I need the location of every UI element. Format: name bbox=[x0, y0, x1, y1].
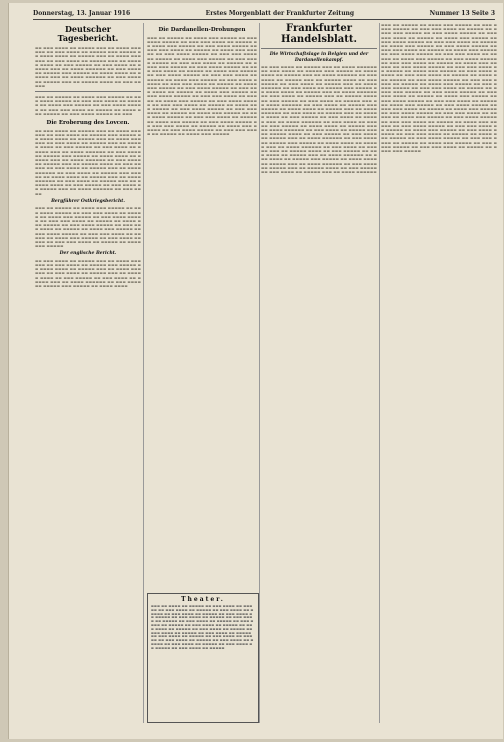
column1-subheading: Die Eroberung des Lovcen. bbox=[46, 120, 130, 127]
body-text: ▬▬ ▬▬▬ ▬▬▬▬ ▬▬ ▬▬▬▬▬ ▬▬▬ ▬▬ ▬▬▬▬ ▬▬▬▬▬▬ ▬▬ ▬▬▬ ▬▬▬▬ ▬▬ ▬▬▬▬▬ ▬▬▬ ▬▬▬▬▬ ▬▬ ▬▬▬▬ ▬▬▬▬ ▬▬ ▬▬▬▬▬ ▬▬▬ ▬▬ ▬▬▬▬ ▬▬▬▬▬▬ ▬▬ ▬▬▬ ▬▬▬▬ ▬▬ ▬▬▬▬▬ ▬▬▬ ▬▬ ▬▬▬▬▬ ▬▬▬▬ ▬▬ ▬▬▬ ▬▬▬▬▬ ▬▬ ▬▬▬ ▬▬▬▬ ▬▬ ▬▬▬▬▬ ▬▬▬ ▬▬ ▬▬▬▬ ▬▬▬▬▬▬ ▬▬ ▬▬▬ ▬▬▬▬ ▬▬ ▬▬▬▬▬ ▬▬▬ ▬▬▬▬▬ ▬▬ ▬▬▬▬ ▬▬▬▬ bbox=[35, 258, 141, 289]
header-edition: Erstes Morgenblatt der Frankfurter Zeitung bbox=[205, 9, 355, 17]
separator bbox=[261, 48, 377, 49]
body-text: ▬▬▬ ▬▬ ▬▬▬▬▬ ▬▬ ▬▬▬▬ ▬▬▬ ▬▬▬▬▬ ▬▬ ▬▬▬ ▬▬▬▬ ▬▬▬▬▬ ▬▬ ▬▬▬ ▬▬▬ ▬▬▬▬ ▬▬ ▬▬▬▬▬ ▬▬ ▬▬▬▬ ▬▬▬ ▬▬▬▬▬ ▬▬ ▬▬▬ ▬▬▬▬ ▬▬▬▬▬ ▬▬ ▬▬▬ ▬▬▬ ▬▬▬▬ ▬▬ ▬▬▬▬▬ ▬▬ ▬▬▬▬ ▬▬▬ ▬▬▬▬▬ ▬▬ ▬▬▬ ▬▬▬▬ ▬▬▬▬▬ ▬▬ ▬▬▬ bbox=[35, 95, 141, 116]
column-divider bbox=[379, 23, 380, 723]
newspaper-page bbox=[8, 3, 503, 739]
column-1 bbox=[35, 23, 141, 723]
body-text: ▬▬ ▬▬▬ ▬▬▬▬ ▬▬ ▬▬▬▬▬ ▬▬▬ ▬▬ ▬▬▬▬ ▬▬▬▬▬▬ ▬▬ ▬▬▬ ▬▬▬▬ ▬▬ ▬▬▬▬▬ ▬▬▬ ▬▬▬▬▬ ▬▬ ▬▬▬▬ ▬▬▬▬ ▬▬ ▬▬▬▬▬ ▬▬▬ ▬▬ ▬▬▬▬ ▬▬▬▬▬▬ ▬▬ ▬▬▬ ▬▬▬▬ ▬▬ ▬▬▬▬▬ ▬▬▬ ▬▬ ▬▬▬▬▬ ▬▬▬▬ ▬▬ ▬▬▬ ▬▬▬▬▬ ▬▬ ▬▬▬ ▬▬▬▬ ▬▬ ▬▬▬▬▬ ▬▬▬ ▬▬ ▬▬▬▬ ▬▬▬▬▬▬ ▬▬ ▬▬▬ ▬▬▬▬ ▬▬ ▬▬▬▬▬ ▬▬▬ ▬▬▬▬▬ ▬▬ ▬▬▬▬ ▬▬▬▬ ▬▬ ▬▬▬▬▬ ▬▬▬ ▬▬ ▬▬▬▬ ▬▬▬▬▬▬ ▬▬ ▬▬▬ ▬▬▬▬ ▬▬ ▬▬▬▬▬ ▬▬▬ ▬▬ ▬▬▬▬▬ ▬▬▬▬ ▬▬ ▬▬▬ ▬▬▬▬▬ ▬▬ ▬▬▬ ▬▬▬▬ ▬▬ ▬▬▬▬▬ ▬▬▬ ▬▬ ▬▬▬▬ ▬▬▬▬▬▬ ▬▬ ▬▬▬ ▬▬▬▬ ▬▬ ▬▬▬▬▬ ▬▬▬ ▬▬▬▬▬ ▬▬ ▬▬▬▬ ▬▬▬▬ ▬▬ ▬▬▬▬▬ ▬▬▬ ▬▬ ▬▬▬▬ ▬▬▬▬▬▬ ▬▬ ▬▬▬ ▬▬▬▬ ▬▬ ▬▬▬▬▬ ▬▬▬ ▬▬ ▬▬▬▬▬ ▬▬▬▬ ▬▬ ▬▬▬ ▬▬▬▬▬ ▬▬ ▬▬▬ ▬▬▬▬ ▬▬ ▬▬▬▬▬ ▬▬▬ ▬▬ ▬▬▬▬ ▬▬▬▬▬▬ ▬▬ ▬▬▬ ▬▬▬▬ ▬▬ ▬▬▬▬▬ ▬▬▬ ▬▬▬▬▬ ▬▬ ▬▬▬▬ ▬▬▬▬ ▬▬ ▬▬▬▬▬ ▬▬▬ ▬▬ ▬▬▬▬ ▬▬▬▬▬▬ ▬▬ ▬▬▬ ▬▬▬▬ ▬▬ ▬▬▬▬▬ ▬▬▬ ▬▬ ▬▬▬▬▬ ▬▬▬▬ ▬▬ ▬▬▬ ▬▬▬▬▬ ▬▬ ▬▬▬ ▬▬▬▬ ▬▬ ▬▬▬▬▬ ▬▬▬ ▬▬ ▬▬▬▬ ▬▬▬▬▬▬ ▬▬ ▬▬▬ ▬▬▬▬ ▬▬ ▬▬▬▬▬ ▬▬▬ ▬▬▬▬▬ ▬▬ ▬▬▬▬ ▬▬▬▬ ▬▬ ▬▬▬▬▬ ▬▬▬ ▬▬ ▬▬▬▬ ▬▬▬▬▬▬ ▬▬ ▬▬▬ ▬▬▬▬ ▬▬ ▬▬▬▬▬ ▬▬▬ ▬▬ ▬▬▬▬▬ ▬▬▬▬ ▬▬ ▬▬▬ ▬▬▬▬▬ ▬▬ ▬▬▬ ▬▬▬▬ ▬▬ ▬▬▬▬▬ ▬▬▬ ▬▬ ▬▬▬▬ ▬▬▬▬▬▬ ▬▬ ▬▬▬ ▬▬▬▬ ▬▬ ▬▬▬▬▬ ▬▬▬ ▬▬▬▬▬ ▬▬ ▬▬▬▬ ▬▬▬▬ ▬▬ ▬▬▬▬▬ ▬▬▬ ▬▬ ▬▬▬▬ ▬▬▬▬▬▬ ▬▬ ▬▬▬ ▬▬▬▬ ▬▬ ▬▬▬▬▬ ▬▬▬ ▬▬ ▬▬▬▬▬ ▬▬▬▬ ▬▬ ▬▬▬ ▬▬▬▬▬ ▬▬ ▬▬▬ ▬▬▬▬ ▬▬ ▬▬▬▬▬ ▬▬▬ ▬▬ ▬▬▬▬ ▬▬▬▬▬▬ bbox=[261, 65, 377, 175]
theater-title: Theater. bbox=[181, 596, 225, 603]
column1-subheading: Bergführer Ostkriegsbericht. bbox=[51, 198, 125, 204]
body-text: ▬▬▬ ▬▬ ▬▬▬▬▬ ▬▬ ▬▬▬▬ ▬▬▬ ▬▬▬▬▬ ▬▬ ▬▬▬ ▬▬▬▬ ▬▬▬▬▬ ▬▬ ▬▬▬ ▬▬▬ ▬▬▬▬ ▬▬ ▬▬▬▬▬ ▬▬ ▬▬▬▬ ▬▬▬ ▬▬▬▬▬ ▬▬ ▬▬▬ ▬▬▬▬ ▬▬▬▬▬ ▬▬ ▬▬▬ ▬▬▬ ▬▬▬▬ ▬▬ ▬▬▬▬▬ ▬▬ ▬▬▬▬ ▬▬▬ ▬▬▬▬▬ ▬▬ ▬▬▬ ▬▬▬▬ ▬▬▬▬▬ ▬▬ ▬▬▬ ▬▬▬ ▬▬▬▬ ▬▬ ▬▬▬▬▬ ▬▬ ▬▬▬▬ ▬▬▬ ▬▬▬▬▬ ▬▬ ▬▬▬ ▬▬▬▬ ▬▬▬▬▬ ▬▬ ▬▬▬ ▬▬▬ ▬▬▬▬ ▬▬ ▬▬▬▬▬ ▬▬ ▬▬▬▬ ▬▬▬ ▬▬▬▬▬ ▬▬ ▬▬▬ ▬▬▬▬ ▬▬▬▬▬ ▬▬ ▬▬▬ ▬▬▬ ▬▬▬▬ ▬▬ ▬▬▬▬▬ ▬▬ ▬▬▬▬ ▬▬▬ ▬▬▬▬▬ ▬▬ ▬▬▬ ▬▬▬▬ ▬▬▬▬▬ ▬▬ ▬▬▬ ▬▬▬ ▬▬▬▬ ▬▬ ▬▬▬▬▬ ▬▬ ▬▬▬▬ ▬▬▬ ▬▬▬▬▬ ▬▬ ▬▬▬ ▬▬▬▬ ▬▬▬▬▬ ▬▬ ▬▬▬ ▬▬▬ ▬▬▬▬ ▬▬ ▬▬▬▬▬ ▬▬ ▬▬▬▬ ▬▬▬ ▬▬▬▬▬ ▬▬ ▬▬▬ ▬▬▬▬ ▬▬▬▬▬ ▬▬ ▬▬▬ ▬▬▬ ▬▬▬▬ ▬▬ ▬▬▬▬▬ ▬▬ ▬▬▬▬ ▬▬▬ ▬▬▬▬▬ ▬▬ ▬▬▬ ▬▬▬▬ ▬▬▬▬▬ ▬▬ ▬▬▬ ▬▬▬ ▬▬▬▬ ▬▬ ▬▬▬▬▬ ▬▬ ▬▬▬▬ ▬▬▬ ▬▬▬▬▬ ▬▬ ▬▬▬ ▬▬▬▬ ▬▬▬▬▬ ▬▬ ▬▬▬ ▬▬▬ ▬▬▬▬ ▬▬ ▬▬▬▬▬ ▬▬ ▬▬▬▬ ▬▬▬ ▬▬▬▬▬ ▬▬ ▬▬▬ ▬▬▬▬ ▬▬▬▬▬ ▬▬ ▬▬▬ ▬▬▬ ▬▬▬▬ ▬▬ ▬▬▬▬▬ ▬▬ ▬▬▬▬ ▬▬▬ ▬▬▬▬▬ ▬▬ ▬▬▬ ▬▬▬▬ ▬▬▬▬▬ ▬▬ ▬▬▬ ▬▬▬ ▬▬▬▬ ▬▬ ▬▬▬▬▬ ▬▬ ▬▬▬▬ ▬▬▬ ▬▬▬▬▬ ▬▬ ▬▬▬ ▬▬▬▬ ▬▬▬▬▬ ▬▬ ▬▬▬ ▬▬▬ ▬▬▬▬ ▬▬ ▬▬▬▬▬ ▬▬ ▬▬▬▬ ▬▬▬ ▬▬▬▬▬ ▬▬ ▬▬▬ ▬▬▬▬ ▬▬▬▬▬ ▬▬ ▬▬▬ ▬▬▬ ▬▬▬▬ ▬▬ ▬▬▬▬▬ ▬▬ ▬▬▬▬ ▬▬▬ ▬▬▬▬▬ ▬▬ ▬▬▬ ▬▬▬▬ ▬▬▬▬▬ ▬▬ ▬▬▬ ▬▬▬ ▬▬▬▬ ▬▬ ▬▬▬▬▬ ▬▬ ▬▬▬▬ ▬▬▬ ▬▬▬▬▬ ▬▬ ▬▬▬ ▬▬▬▬ ▬▬▬▬▬ ▬▬ ▬▬▬ ▬▬▬ ▬▬▬▬ ▬▬ ▬▬▬▬▬ ▬▬ ▬▬▬▬ ▬▬▬ ▬▬▬▬▬ ▬▬ ▬▬▬ ▬▬▬▬ ▬▬▬▬▬ ▬▬ ▬▬▬ ▬▬▬ ▬▬▬▬ ▬▬ ▬▬▬▬▬ ▬▬ ▬▬▬▬ ▬▬▬ ▬▬▬▬▬ ▬▬ ▬▬▬ ▬▬▬▬ ▬▬▬▬▬ ▬▬ ▬▬▬ ▬▬▬ ▬▬▬▬ ▬▬ ▬▬▬▬▬ ▬▬ ▬▬▬▬ ▬▬▬ ▬▬▬▬▬ ▬▬ ▬▬▬ ▬▬▬▬ ▬▬▬▬▬ ▬▬ ▬▬▬ ▬▬▬ ▬▬▬▬ ▬▬ ▬▬▬▬▬ ▬▬ ▬▬▬▬ ▬▬▬ ▬▬▬▬▬ bbox=[381, 23, 497, 154]
theater-listing-box bbox=[147, 593, 259, 723]
column3-subheading: Die Wirtschaftslage in Belgien und der Dardanellenkampf. bbox=[269, 52, 369, 63]
column-4 bbox=[381, 23, 497, 723]
body-text: ▬▬ ▬▬▬ ▬▬▬▬ ▬▬ ▬▬▬▬▬ ▬▬▬ ▬▬ ▬▬▬▬ ▬▬▬▬▬▬ ▬▬ ▬▬▬ ▬▬▬▬ ▬▬ ▬▬▬▬▬ ▬▬▬ ▬▬▬▬▬ ▬▬ ▬▬▬▬ ▬▬▬▬ ▬▬ ▬▬▬▬▬ ▬▬▬ ▬▬ ▬▬▬▬ ▬▬▬▬▬▬ ▬▬ ▬▬▬ ▬▬▬▬ ▬▬ ▬▬▬▬▬ ▬▬▬ ▬▬ ▬▬▬▬▬ ▬▬▬▬ ▬▬ ▬▬▬ ▬▬▬▬▬ ▬▬ ▬▬▬ ▬▬▬▬ ▬▬ ▬▬▬▬▬ ▬▬▬ ▬▬ ▬▬▬▬ ▬▬▬▬▬▬ ▬▬ ▬▬▬ ▬▬▬▬ ▬▬ ▬▬▬▬▬ ▬▬▬ ▬▬▬▬▬ ▬▬ ▬▬▬▬ ▬▬▬▬ ▬▬ ▬▬▬▬▬ ▬▬▬ ▬▬ ▬▬▬▬ ▬▬▬▬▬▬ ▬▬ ▬▬▬ ▬▬▬▬ ▬▬ ▬▬▬▬▬ ▬▬▬ ▬▬ ▬▬▬▬▬ ▬▬▬▬ ▬▬ ▬▬▬ ▬▬▬▬▬ bbox=[35, 46, 141, 88]
column2-headline: Die Dardanellen-Drohungen bbox=[158, 27, 246, 33]
body-text: ▬▬▬ ▬▬ ▬▬▬▬▬ ▬▬ ▬▬▬▬ ▬▬▬ ▬▬▬▬▬ ▬▬ ▬▬▬ ▬▬▬▬ ▬▬▬▬▬ ▬▬ ▬▬▬ ▬▬▬ ▬▬▬▬ ▬▬ ▬▬▬▬▬ ▬▬ ▬▬▬▬ ▬▬▬ ▬▬▬▬▬ ▬▬ ▬▬▬ ▬▬▬▬ ▬▬▬▬▬ ▬▬ ▬▬▬ ▬▬▬ ▬▬▬▬ ▬▬ ▬▬▬▬▬ ▬▬ ▬▬▬▬ ▬▬▬ ▬▬▬▬▬ ▬▬ ▬▬▬ ▬▬▬▬ ▬▬▬▬▬ ▬▬ ▬▬▬ ▬▬▬ ▬▬▬▬ ▬▬ ▬▬▬▬▬ ▬▬ ▬▬▬▬ ▬▬▬ ▬▬▬▬▬ ▬▬ ▬▬▬ ▬▬▬▬ ▬▬▬▬▬ ▬▬ ▬▬▬ ▬▬▬ ▬▬▬▬ ▬▬ ▬▬▬▬▬ ▬▬ ▬▬▬▬ ▬▬▬ ▬▬▬▬▬ ▬▬ ▬▬▬ ▬▬▬▬ ▬▬▬▬▬ ▬▬ ▬▬▬ ▬▬▬ ▬▬▬▬ ▬▬ ▬▬▬▬▬ ▬▬ ▬▬▬▬ ▬▬▬ ▬▬▬▬▬ ▬▬ ▬▬▬ ▬▬▬▬ ▬▬▬▬▬ ▬▬ ▬▬▬ ▬▬▬ ▬▬▬▬ ▬▬ ▬▬▬▬▬ ▬▬ ▬▬▬▬ ▬▬▬ ▬▬▬▬▬ ▬▬ ▬▬▬ ▬▬▬▬ ▬▬▬▬▬ ▬▬ ▬▬▬ ▬▬▬ ▬▬▬▬ ▬▬ ▬▬▬▬▬ ▬▬ ▬▬▬▬ ▬▬▬ ▬▬▬▬▬ ▬▬ ▬▬▬ ▬▬▬▬ ▬▬▬▬▬ ▬▬ ▬▬▬ ▬▬▬ ▬▬▬▬ ▬▬ ▬▬▬▬▬ ▬▬ ▬▬▬▬ ▬▬▬ ▬▬▬▬▬ ▬▬ ▬▬▬ ▬▬▬▬ ▬▬▬▬▬ ▬▬ ▬▬▬ ▬▬▬ ▬▬▬▬ ▬▬ ▬▬▬▬▬ ▬▬ ▬▬▬▬ ▬▬▬ ▬▬▬▬▬ ▬▬ ▬▬▬ ▬▬▬▬ ▬▬▬▬▬ ▬▬ ▬▬▬ ▬▬▬ ▬▬▬▬ ▬▬ ▬▬▬▬▬ ▬▬ ▬▬▬▬ ▬▬▬ ▬▬▬▬▬ ▬▬ ▬▬▬ ▬▬▬▬ ▬▬▬▬▬ ▬▬ ▬▬▬ ▬▬▬ ▬▬▬▬ ▬▬ ▬▬▬▬▬ ▬▬ ▬▬▬▬ ▬▬▬ ▬▬▬▬▬ ▬▬ ▬▬▬ ▬▬▬▬ ▬▬▬▬▬ ▬▬ ▬▬▬ ▬▬▬ ▬▬▬▬ ▬▬ ▬▬▬▬▬ ▬▬ ▬▬▬▬ ▬▬▬ ▬▬▬▬▬ ▬▬ ▬▬▬ ▬▬▬▬ ▬▬▬▬▬ ▬▬ ▬▬▬ ▬▬▬ ▬▬▬▬ ▬▬ ▬▬▬▬▬ ▬▬ ▬▬▬▬ ▬▬▬ ▬▬▬▬▬ ▬▬ ▬▬▬ ▬▬▬▬ ▬▬▬▬▬ ▬▬ ▬▬▬ ▬▬▬ ▬▬▬▬ ▬▬ ▬▬▬▬▬ ▬▬ ▬▬▬▬ ▬▬▬ ▬▬▬▬▬ bbox=[147, 35, 257, 137]
header-page-number: Nummer 13 Seite 3 bbox=[429, 9, 495, 17]
column1-subheading: Der englische Bericht. bbox=[59, 251, 117, 257]
column-divider bbox=[259, 23, 260, 723]
body-text: ▬▬▬ ▬▬ ▬▬▬▬▬ ▬▬ ▬▬▬▬ ▬▬▬ ▬▬▬▬▬ ▬▬ ▬▬▬ ▬▬▬▬ ▬▬▬▬▬ ▬▬ ▬▬▬ ▬▬▬ ▬▬▬▬ ▬▬ ▬▬▬▬▬ ▬▬ ▬▬▬▬ ▬▬▬ ▬▬▬▬▬ ▬▬ ▬▬▬ ▬▬▬▬ ▬▬▬▬▬ ▬▬ ▬▬▬ ▬▬▬ ▬▬▬▬ ▬▬ ▬▬▬▬▬ ▬▬ ▬▬▬▬ ▬▬▬ ▬▬▬▬▬ ▬▬ ▬▬▬ ▬▬▬▬ ▬▬▬▬▬ ▬▬ ▬▬▬ ▬▬▬ ▬▬▬▬ ▬▬ ▬▬▬▬▬ ▬▬ ▬▬▬▬ ▬▬▬ ▬▬▬▬▬ ▬▬ ▬▬▬ ▬▬▬▬ ▬▬▬▬▬ ▬▬ ▬▬▬ ▬▬▬ ▬▬▬▬ ▬▬ ▬▬▬▬▬ ▬▬ ▬▬▬▬ ▬▬▬ ▬▬▬▬▬ ▬▬ ▬▬▬ ▬▬▬▬ ▬▬▬▬▬ ▬▬ ▬▬▬ ▬▬▬ ▬▬▬▬ ▬▬ ▬▬▬▬▬ ▬▬ ▬▬▬▬ ▬▬▬ ▬▬▬▬▬ bbox=[35, 206, 141, 249]
body-text: ▬▬ ▬▬▬ ▬▬▬▬ ▬▬ ▬▬▬▬▬ ▬▬▬ ▬▬ ▬▬▬▬ ▬▬▬▬▬▬ ▬▬ ▬▬▬ ▬▬▬▬ ▬▬ ▬▬▬▬▬ ▬▬▬ ▬▬▬▬▬ ▬▬ ▬▬▬▬ ▬▬▬▬ ▬▬ ▬▬▬▬▬ ▬▬▬ ▬▬ ▬▬▬▬ ▬▬▬▬▬▬ ▬▬ ▬▬▬ ▬▬▬▬ ▬▬ ▬▬▬▬▬ ▬▬▬ ▬▬ ▬▬▬▬▬ ▬▬▬▬ ▬▬ ▬▬▬ ▬▬▬▬▬ ▬▬ ▬▬▬ ▬▬▬▬ ▬▬ ▬▬▬▬▬ ▬▬▬ ▬▬ ▬▬▬▬ ▬▬▬▬▬▬ ▬▬ ▬▬▬ ▬▬▬▬ ▬▬ ▬▬▬▬▬ ▬▬▬ ▬▬▬▬▬ ▬▬ ▬▬▬▬ ▬▬▬▬ ▬▬ ▬▬▬▬▬ ▬▬▬ ▬▬ ▬▬▬▬ ▬▬▬▬▬▬ ▬▬ ▬▬▬ ▬▬▬▬ ▬▬ ▬▬▬▬▬ ▬▬▬ ▬▬ ▬▬▬▬▬ ▬▬▬▬ ▬▬ ▬▬▬ ▬▬▬▬▬ ▬▬ ▬▬▬ ▬▬▬▬ ▬▬ ▬▬▬▬▬ ▬▬▬ ▬▬ ▬▬▬▬ ▬▬▬▬▬▬ ▬▬ ▬▬▬ ▬▬▬▬ ▬▬ ▬▬▬▬▬ ▬▬▬ ▬▬▬▬▬ ▬▬ ▬▬▬▬ ▬▬▬▬ ▬▬ ▬▬▬▬▬ ▬▬▬ ▬▬ ▬▬▬▬ ▬▬▬▬▬▬ ▬▬ ▬▬▬ ▬▬▬▬ ▬▬ ▬▬▬▬▬ ▬▬▬ ▬▬ ▬▬▬▬▬ ▬▬▬▬ ▬▬ ▬▬▬ ▬▬▬▬▬ ▬▬ ▬▬▬ ▬▬▬▬ ▬▬ ▬▬▬▬▬ ▬▬▬ ▬▬ ▬▬▬▬ ▬▬▬▬▬▬ ▬▬ ▬▬▬ ▬▬▬▬ bbox=[35, 128, 141, 196]
theater-rows: ▬▬▬ ▬▬ ▬▬▬▬ ▬▬ ▬▬▬▬▬ ▬▬ ▬▬▬ ▬▬▬▬ ▬▬ ▬▬▬▬▬ ▬▬ ▬▬▬ ▬▬▬▬ ▬▬ ▬▬▬▬▬ ▬▬ ▬▬▬ ▬▬▬▬ ▬▬ ▬▬▬▬▬ ▬▬ ▬▬▬ ▬▬▬▬ ▬▬ ▬▬▬▬▬ ▬▬ ▬▬▬ ▬▬▬▬ ▬▬ ▬▬▬▬▬ ▬▬ ▬▬▬ ▬▬▬▬ ▬▬ ▬▬▬▬▬ ▬▬ ▬▬▬ ▬▬▬▬ ▬▬ ▬▬▬▬▬ ▬▬ ▬▬▬ ▬▬▬▬ ▬▬ ▬▬▬▬▬ ▬▬ ▬▬▬ ▬▬▬▬ ▬▬ ▬▬▬▬▬ ▬▬ ▬▬▬ ▬▬▬▬ ▬▬ ▬▬▬▬▬ ▬▬ ▬▬▬ ▬▬▬▬ ▬▬ ▬▬▬▬▬ ▬▬ ▬▬▬ ▬▬▬▬ ▬▬ ▬▬▬▬▬ ▬▬ ▬▬▬ ▬▬▬▬ ▬▬ ▬▬▬▬▬ ▬▬ ▬▬▬ ▬▬▬▬ ▬▬ ▬▬▬▬▬ ▬▬ ▬▬▬ ▬▬▬▬ ▬▬ ▬▬▬▬▬ ▬▬ ▬▬▬ ▬▬▬▬ ▬▬ ▬▬▬▬▬ ▬▬ ▬▬▬ ▬▬▬▬ ▬▬ ▬▬▬▬▬ ▬▬ ▬▬▬ ▬▬▬▬ ▬▬ ▬▬▬▬▬ ▬▬ ▬▬▬ ▬▬▬▬ ▬▬ ▬▬▬▬▬ ▬▬ ▬▬▬ ▬▬▬▬ ▬▬ ▬▬▬▬▬ ▬▬ ▬▬▬ ▬▬▬▬ ▬▬ ▬▬▬▬▬ bbox=[151, 604, 254, 650]
column-divider bbox=[143, 23, 144, 723]
page-header bbox=[33, 7, 495, 19]
separator bbox=[35, 91, 141, 92]
column-3 bbox=[261, 23, 377, 723]
column1-headline: Deutscher Tagesbericht. bbox=[57, 24, 119, 43]
header-rule bbox=[33, 19, 495, 20]
column3-headline: Frankfurter Handelsblatt. bbox=[281, 23, 357, 45]
header-date: Donnerstag, 13. Januar 1916 bbox=[33, 9, 131, 17]
